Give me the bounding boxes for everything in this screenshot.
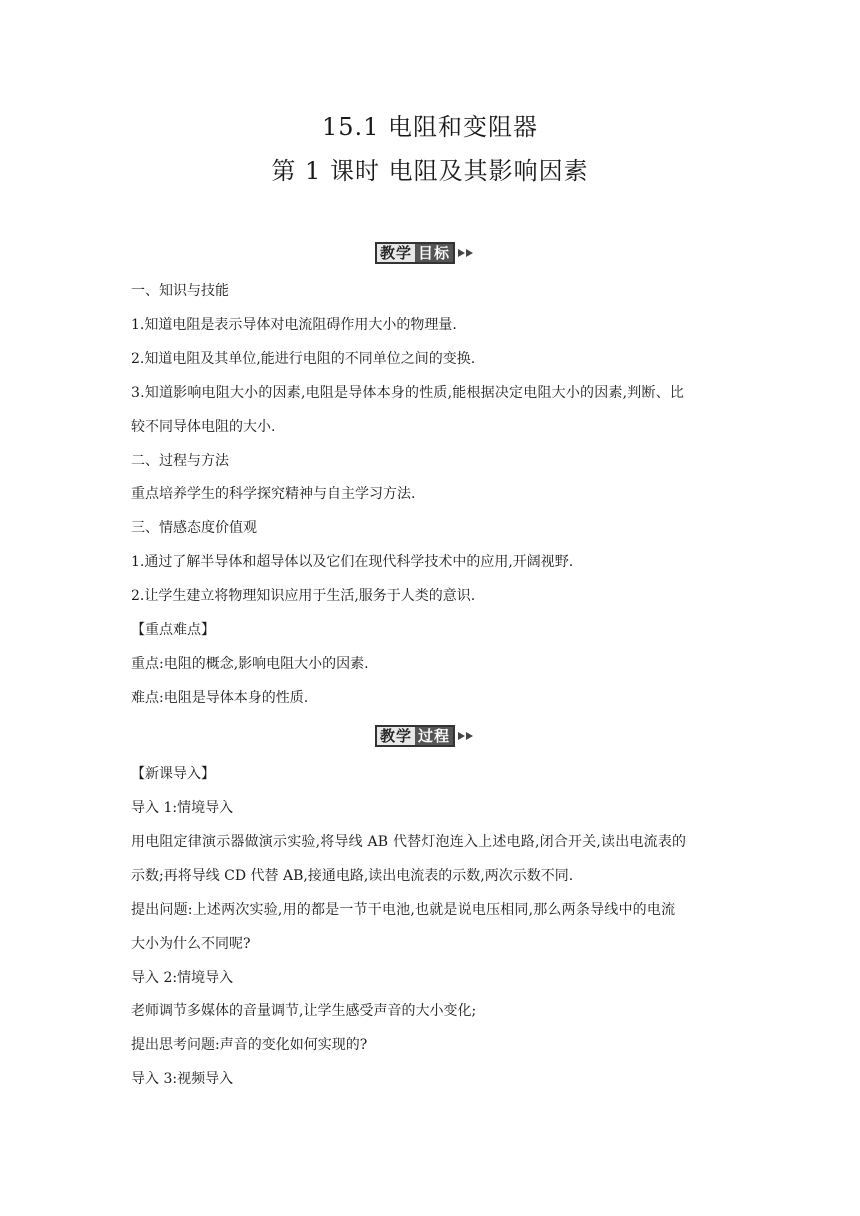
intro-1-question: 提出问题:上述两次实验,用的都是一节干电池,也就是说电压相同,那么两条导线中的电流 [131,902,676,918]
teaching-process-banner [375,723,474,749]
banner-label-left: 教学 [377,727,415,745]
banner-label-right: 目标 [415,244,453,262]
intro-3-title: 导入 3:视频导入 [131,1071,234,1087]
lesson-subtitle: 第 1 课时 电阻及其影响因素 [271,157,589,185]
double-arrow-icon [458,732,474,740]
intro-1-text: 用电阻定律演示器做演示实验,将导线 AB 代替灯泡连入上述电路,闭合开关,读出电流表的 [131,834,687,850]
intro-1-text: 示数;再将导线 CD 代替 AB,接通电路,读出电流表的示数,两次示数不同. [131,868,574,884]
goal-item: 2.知道电阻及其单位,能进行电阻的不同单位之间的变换. [131,351,476,367]
banner-box [375,725,455,747]
goal-item-continued: 较不同导体电阻的大小. [131,419,276,435]
key-point: 重点:电阻的概念,影响电阻大小的因素. [131,656,369,672]
intro-1-title: 导入 1:情境导入 [131,800,234,816]
difficult-point: 难点:电阻是导体本身的性质. [131,690,309,706]
double-arrow-icon [458,249,474,257]
new-lesson-intro-heading: 【新课导入】 [131,766,215,782]
goal-item: 2.让学生建立将物理知识应用于生活,服务于人类的意识. [131,588,476,604]
goals-heading-knowledge: 一、知识与技能 [131,283,229,299]
teaching-goals-banner [375,240,474,266]
intro-2-title: 导入 2:情境导入 [131,970,234,986]
banner-label-left: 教学 [377,244,415,262]
goal-item: 3.知道影响电阻大小的因素,电阻是导体本身的性质,能根据决定电阻大小的因素,判断、比 [131,385,685,401]
lesson-title: 15.1 电阻和变阻器 [321,113,539,141]
banner-box [375,242,455,264]
intro-2-text: 老师调节多媒体的音量调节,让学生感受声音的大小变化; [131,1003,477,1019]
intro-2-question: 提出思考问题:声音的变化如何实现的? [131,1037,368,1053]
banner-label-right: 过程 [415,727,453,745]
intro-1-question: 大小为什么不同呢? [131,936,251,952]
goal-item: 重点培养学生的科学探究精神与自主学习方法. [131,486,416,502]
goals-heading-attitude: 三、情感态度价值观 [131,520,257,536]
goals-heading-process: 二、过程与方法 [131,453,229,469]
goal-item: 1.通过了解半导体和超导体以及它们在现代科学技术中的应用,开阔视野. [131,554,574,570]
goal-item: 1.知道电阻是表示导体对电流阻碍作用大小的物理量. [131,317,457,333]
key-points-heading: 【重点难点】 [131,622,215,638]
